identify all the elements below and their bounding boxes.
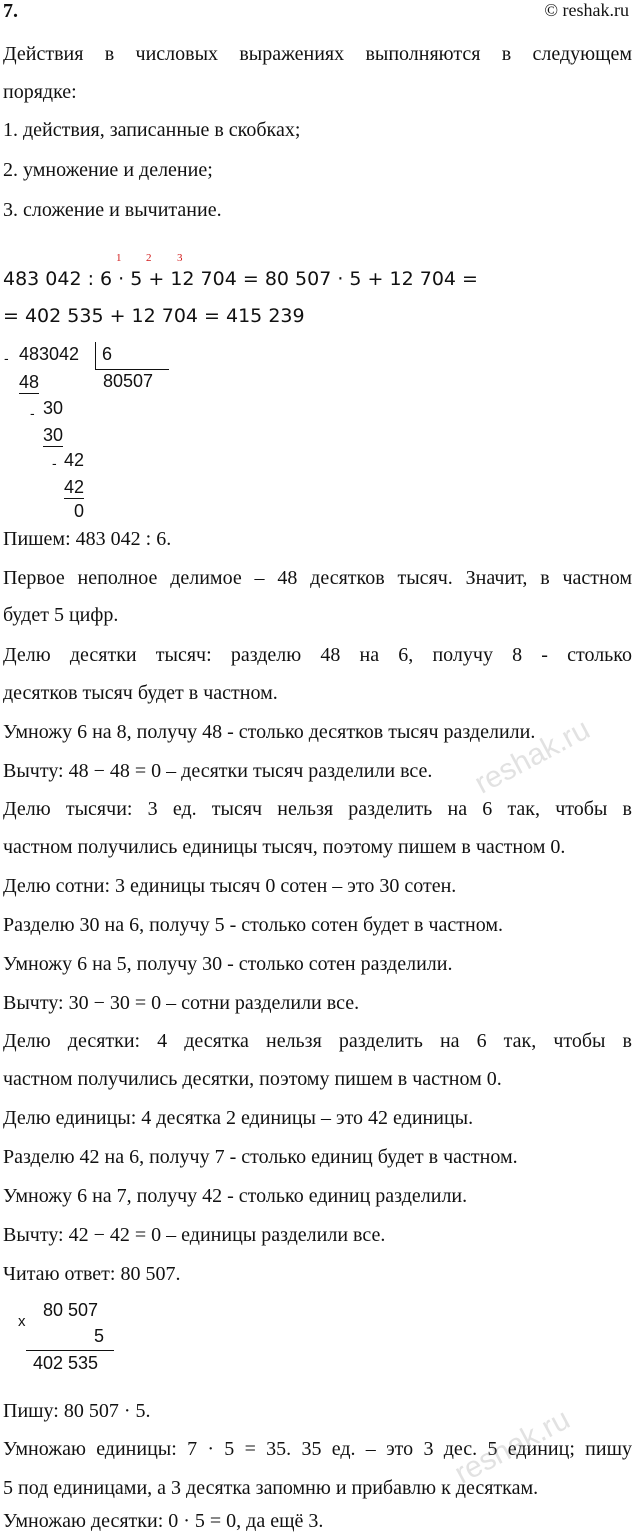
explanation2-line-4: Умножаю десятки: 0 · 5 = 0, да ещё 3. [3, 1510, 324, 1532]
explanation-line-20: Читаю ответ: 80 507. [3, 1263, 181, 1285]
expression-line-1: 483 042 : 6 · 5 + 12 704 = 80 507 · 5 + 12 704 = [3, 268, 478, 290]
explanation2-line-3: 5 под единицами, а 3 десятка запомню и прибавлю к десяткам. [3, 1477, 539, 1499]
division-quotient: 80507 [103, 371, 154, 391]
order-mark-1: 1 [116, 252, 122, 264]
intro-line-2: порядке: [3, 81, 77, 103]
order-mark-2: 2 [146, 252, 152, 264]
explanation-line-5: десятков тысяч будет в частном. [3, 682, 278, 704]
division-minus-3: - [52, 455, 57, 471]
explanation2-line-1: Пишу: 80 507 · 5. [3, 1400, 151, 1422]
explanation-line-11: Разделю 30 на 6, получу 5 - столько сотен будет в частном. [3, 914, 503, 936]
division-sub-1: 48 [19, 372, 40, 392]
division-minus-2: - [30, 405, 35, 421]
explanation-line-12: Умножу 6 на 5, получу 30 - столько сотен разделили. [3, 953, 453, 975]
division-remainder: 0 [74, 501, 85, 521]
explanation-line-16: Делю единицы: 4 десятка 2 единицы – это 42 единицы. [3, 1107, 474, 1129]
multiplication-sign: x [18, 1313, 26, 1330]
explanation-line-9: частном получились единицы тысяч, поэтому пишем в частном 0. [3, 836, 566, 858]
multiplier: 5 [94, 1326, 105, 1346]
order-mark-3: 3 [177, 252, 183, 264]
division-horizontal-bar [95, 369, 169, 370]
explanation-line-17: Разделю 42 на 6, получу 7 - столько единиц будет в частном. [3, 1146, 518, 1168]
division-minus-1: - [4, 350, 9, 366]
product: 402 535 [33, 1353, 99, 1373]
watermark-2: reshak.ru [449, 1402, 576, 1491]
division-sub-2: 30 [43, 425, 64, 445]
explanation2-line-2: Умножаю единицы: 7 · 5 = 35. 35 ед. – это 3 дес. 5 единиц; пишу [3, 1438, 632, 1460]
division-dividend: 483042 [19, 344, 80, 364]
intro-item-3: 3. сложение и вычитание. [3, 199, 222, 221]
explanation-line-2: Первое неполное делимое – 48 десятков тысяч. Значит, в частном [3, 567, 632, 589]
explanation-line-8: Делю тысячи: 3 ед. тысяч нельзя разделить на 6 так, чтобы в [3, 798, 632, 820]
explanation-line-4: Делю десятки тысяч: разделю 48 на 6, получу 8 - столько [3, 644, 632, 666]
explanation-line-1: Пишем: 483 042 : 6. [3, 528, 172, 550]
task-number: 7. [3, 0, 18, 22]
explanation-line-14: Делю десятки: 4 десятка нельзя разделить на 6 так, чтобы в [3, 1030, 632, 1052]
explanation-line-7: Вычту: 48 − 48 = 0 – десятки тысяч разделили все. [3, 760, 433, 782]
division-divisor: 6 [102, 344, 113, 364]
division-sub-3: 42 [64, 477, 85, 497]
multiplicand: 80 507 [43, 1300, 99, 1320]
division-vertical-bar [95, 342, 96, 370]
intro-item-1: 1. действия, записанные в скобках; [3, 119, 301, 141]
explanation-line-18: Умножу 6 на 7, получу 42 - столько единиц разделили. [3, 1185, 468, 1207]
explanation-line-3: будет 5 цифр. [3, 604, 119, 626]
explanation-line-19: Вычту: 42 − 42 = 0 – единицы разделили все. [3, 1224, 386, 1246]
explanation-line-6: Умножу 6 на 8, получу 48 - столько десятков тысяч разделили. [3, 721, 536, 743]
explanation-line-10: Делю сотни: 3 единицы тысяч 0 сотен – это 30 сотен. [3, 875, 457, 897]
division-top-3: 42 [64, 450, 85, 470]
explanation-line-13: Вычту: 30 − 30 = 0 – сотни разделили все. [3, 992, 360, 1014]
intro-item-2: 2. умножение и деление; [3, 159, 213, 181]
explanation-line-15: частном получились десятки, поэтому пишем в частном 0. [3, 1068, 502, 1090]
expression-line-2: = 402 535 + 12 704 = 415 239 [3, 305, 305, 327]
copyright: © reshak.ru [544, 0, 629, 20]
multiplication-line [26, 1350, 114, 1351]
watermark-1: reshak.ru [469, 712, 596, 801]
division-top-2: 30 [43, 398, 64, 418]
intro-line-1: Действия в числовых выражениях выполняются в следующем [3, 43, 632, 65]
